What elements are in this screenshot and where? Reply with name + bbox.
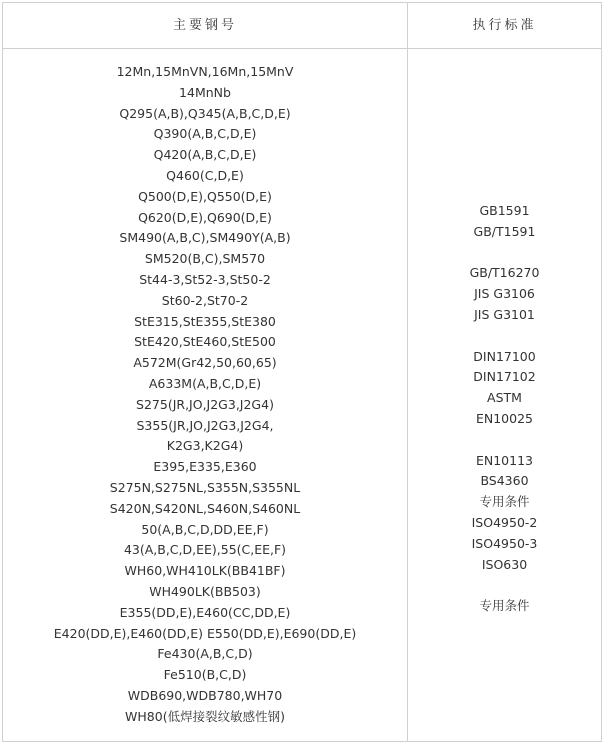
standards-list [408, 49, 601, 617]
standard-line: EN10025 [475, 410, 533, 426]
grade-line: A572M(Gr42,50,60,65) [133, 355, 277, 371]
grade-line: SM490(A,B,C),SM490Y(A,B) [119, 230, 291, 246]
table-body-row [3, 49, 602, 742]
grade-line: S275(JR,JO,J2G3,J2G4) [136, 396, 274, 412]
standard-line [408, 575, 601, 596]
grades-list [3, 49, 407, 728]
standard-line [408, 430, 601, 451]
grade-line: Fe510(B,C,D) [163, 667, 247, 683]
standard-line: GB/T16270 [469, 265, 540, 281]
header-cell-grades [3, 3, 408, 49]
table-header-row [3, 3, 602, 49]
grade-line: St60-2,St70-2 [161, 292, 249, 308]
standard-line: DIN17102 [473, 369, 536, 385]
grade-line: Q500(D,E),Q550(D,E) [138, 188, 272, 204]
grade-line: WH60,WH410LK(BB41BF) [124, 563, 286, 579]
standard-line: JIS G3101 [474, 306, 535, 322]
standard-line: 专用条件 [479, 598, 530, 614]
header-cell-standards [408, 3, 602, 49]
grade-line: S420N,S420NL,S460N,S460NL [109, 500, 301, 516]
grade-line: StE420,StE460,StE500 [134, 334, 276, 350]
grade-line: E420(DD,E),E460(DD,E) E550(DD,E),E690(DD,E) [53, 625, 357, 641]
grade-line: Q295(A,B),Q345(A,B,C,D,E) [119, 105, 291, 121]
grade-line: WDB690,WDB780,WH70 [127, 687, 283, 703]
standard-line: JIS G3106 [474, 286, 535, 302]
grade-line: Q460(C,D,E) [166, 167, 244, 183]
grade-line: Q390(A,B,C,D,E) [153, 126, 257, 142]
grade-line: 12Mn,15MnVN,16Mn,15MnV [116, 64, 294, 79]
standard-line: DIN17100 [473, 348, 536, 364]
grade-line: SM520(B,C),SM570 [144, 251, 266, 267]
standard-line [408, 243, 601, 264]
standards-cell [408, 49, 602, 742]
grade-line: E395,E335,E360 [153, 459, 257, 475]
standard-line: ISO630 [481, 556, 528, 572]
standard-line: EN10113 [475, 452, 533, 468]
steel-standards-table [2, 2, 602, 742]
standard-line: ASTM [487, 390, 522, 406]
grade-line: E355(DD,E),E460(CC,DD,E) [119, 604, 291, 620]
grade-line: A633M(A,B,C,D,E) [148, 375, 262, 391]
header-grades-label: 主要钢号 [172, 18, 237, 33]
standard-line: GB/T1591 [473, 223, 536, 239]
grade-line: K2G3,K2G4) [166, 438, 244, 454]
grade-line: Fe430(A,B,C,D) [157, 646, 253, 662]
grade-line: WH80(低焊接裂纹敏感性钢) [125, 708, 285, 724]
standard-line: 专用条件 [479, 494, 530, 510]
grade-line: 43(A,B,C,D,EE),55(C,EE,F) [123, 542, 287, 558]
grade-line: 14MnNb [179, 84, 231, 100]
grade-line: StE315,StE355,StE380 [134, 313, 276, 329]
standard-line [408, 326, 601, 347]
grade-line: S355(JR,JO,J2G3,J2G4, [136, 417, 274, 433]
grade-line: WH490LK(BB503) [149, 583, 261, 599]
grade-line: 50(A,B,C,D,DD,EE,F) [141, 521, 269, 537]
grade-line: Q420(A,B,C,D,E) [153, 147, 257, 163]
grade-line: St44-3,St52-3,St50-2 [139, 271, 271, 287]
standard-line: BS4360 [480, 473, 529, 489]
standard-line: ISO4950-3 [471, 535, 538, 551]
standard-line: GB1591 [479, 203, 530, 218]
grade-line: Q620(D,E),Q690(D,E) [138, 209, 272, 225]
header-standards-label: 执行标准 [472, 18, 537, 33]
standard-line: ISO4950-2 [471, 514, 538, 530]
grades-cell [3, 49, 408, 742]
grade-line: S275N,S275NL,S355N,S355NL [109, 479, 301, 495]
